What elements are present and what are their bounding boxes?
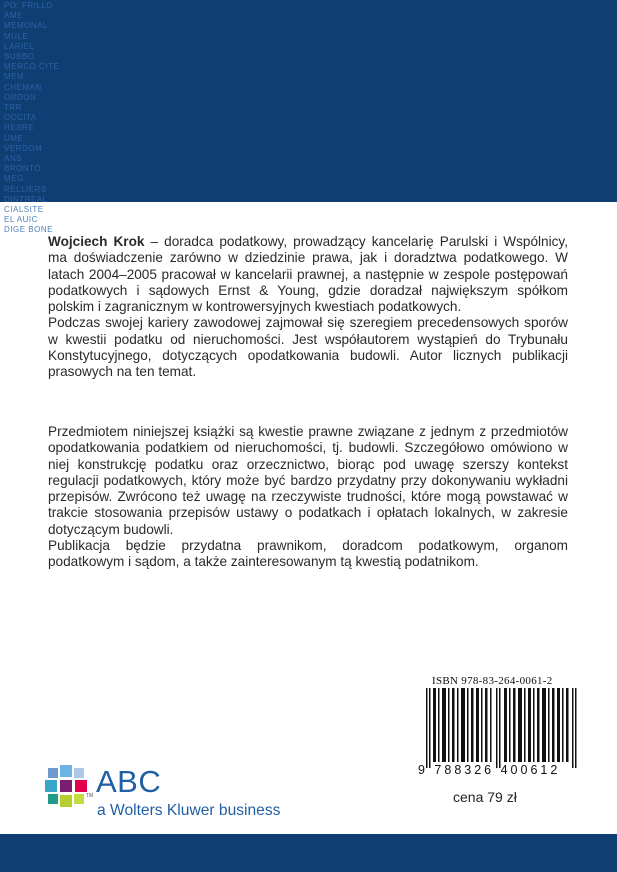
decorative-word-column bbox=[4, 1, 68, 236]
decorative-word: SUBBO bbox=[4, 52, 35, 62]
isbn-label: ISBN 978-83-264-0061-2 bbox=[432, 675, 553, 687]
decorative-word: DINTREAL bbox=[4, 194, 48, 204]
author-bio-career: Podczas swojej kariery zawodowej zajmował się szeregiem precedensowych sporów w kwestii podatku od nieruchomości. Jest współautorem wystąpień do Trybunału Konstytucyjnego, dotyczących opodatkowania budowli. Autor licznych publikacji prasowych na ten temat. bbox=[48, 315, 568, 380]
decorative-word: CHEMAN bbox=[4, 82, 42, 92]
description-paragraph-2: Publikacja będzie przydatna prawnikom, doradcom podatkowym, organom podatkowym i sądom, a także zainteresowanym tą kwestią podatnikom. bbox=[48, 538, 568, 570]
decorative-word: HESRE bbox=[4, 123, 35, 133]
decorative-word: ANS bbox=[4, 154, 22, 164]
decorative-word: PO: FRILLO bbox=[4, 1, 54, 10]
logo-trademark: TM bbox=[86, 793, 94, 799]
decorative-word: TRR bbox=[4, 103, 22, 113]
decorative-word: DIGE BONE bbox=[4, 225, 53, 235]
wolters-kluwer-logo-icon bbox=[44, 764, 88, 808]
barcode-image bbox=[424, 688, 584, 768]
decorative-word: MEG bbox=[4, 174, 24, 184]
description-paragraph-1: Przedmiotem niniejszej książki są kwestie prawne związane z jednym z przedmiotów opodatkowania podatkiem od nieruchomości, tj. budowli. Szczegółowo omówiono w niej konstrukcję podatku oraz orzecznictwo, biorąc pod uwagę szerszy kontekst regulacji podatkowych, który może być bardzo przydatny przy dokonywaniu wykładni przepisów. Zwrócono też uwagę na rzeczywiste trudności, które mogą powstawać w trakcie stosowania przepisów ustawy o podatkach i opłatach lokalnych, w zakresie dotyczącym budowli. bbox=[48, 424, 568, 537]
decorative-word: MEM bbox=[4, 72, 25, 82]
decorative-word: VERDOM bbox=[4, 143, 43, 153]
decorative-word: MULE bbox=[4, 31, 29, 41]
book-description bbox=[48, 424, 568, 571]
decorative-word: LARIEL bbox=[4, 41, 35, 51]
author-name: Wojciech Krok bbox=[48, 234, 145, 249]
decorative-word: BRONTO bbox=[4, 164, 42, 174]
barcode-digits: 9 788326 400612 bbox=[418, 763, 561, 777]
author-bio-intro: – doradca podatkowy, prowadzący kancelarię Parulski i Wspólnicy, ma doświadczenie zarówno w dziedzinie prawa, jak i doradztwa podatkowego. W latach 2004–2005 pracował w kancelarii prawnej, a następnie w zespole postępowań podatkowych i sądowych Ernst & Young, gdzie doradzał największym spółkom polskim i zagranicznym w kontrowersyjnych kwestiach podatkowych. bbox=[48, 234, 568, 315]
author-bio bbox=[48, 234, 568, 381]
decorative-word: EL AUIC bbox=[4, 215, 38, 225]
logo-abc-text: ABC bbox=[96, 764, 162, 799]
bottom-color-band bbox=[0, 834, 617, 872]
decorative-word: ORDON bbox=[4, 92, 37, 102]
decorative-word: UME bbox=[4, 133, 24, 143]
decorative-word: AME bbox=[4, 11, 23, 21]
decorative-word: CIALSITE bbox=[4, 205, 44, 215]
decorative-word: MEMONAL bbox=[4, 21, 48, 31]
decorative-word: OCCITA bbox=[4, 113, 37, 123]
decorative-word: RELLIERS bbox=[4, 184, 47, 194]
price-label: cena 79 zł bbox=[453, 789, 517, 805]
logo-tagline: a Wolters Kluwer business bbox=[97, 802, 281, 819]
decorative-word: MERCO CITE bbox=[4, 62, 60, 72]
top-color-band bbox=[0, 0, 617, 235]
